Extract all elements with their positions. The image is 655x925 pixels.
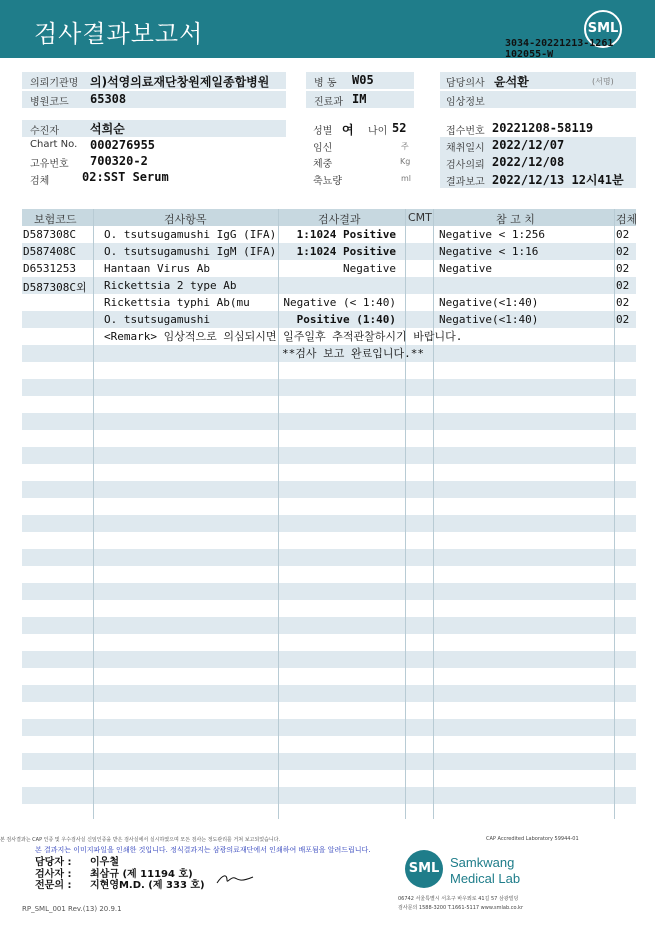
- ward-label: 병 동: [314, 78, 337, 89]
- th-insurance-code: 보험코드: [34, 213, 77, 226]
- sml-logo-icon: SML: [584, 10, 622, 48]
- company-contact: 검사문의 1588-3200 T.1661-5117 www.smlab.co.kr: [398, 905, 523, 911]
- print-notice: 본 결과지는 이미지파일을 인쇄한 것입니다. 정식결과지는 삼광의료재단에서 인쇄하여 배포됨을 알려드립니다.: [35, 846, 371, 854]
- pregnancy-label: 임신: [313, 143, 333, 154]
- dept-label: 진료과: [314, 97, 343, 108]
- report-value: 2022/12/13 12시41분: [492, 173, 624, 187]
- column-divider: [405, 209, 406, 819]
- in-charge-label: 담당자 :: [35, 857, 72, 868]
- table-cell-code: D587308C: [23, 228, 76, 241]
- table-cell-ref: Negative < 1:256: [439, 228, 545, 241]
- patient-value: 석희순: [90, 122, 125, 136]
- table-cell-result: Positive (1:40): [296, 313, 396, 326]
- table-cell-ref: Negative(<1:40): [439, 313, 539, 326]
- examiner-label: 검사자 :: [35, 869, 72, 880]
- column-divider: [278, 209, 279, 819]
- clinical-label: 임상정보: [446, 97, 485, 108]
- doctor-label: 담당의사: [446, 78, 485, 89]
- cap-accreditation: CAP Accredited Laboratory 59944-01: [486, 836, 579, 842]
- report-complete-text: **검사 보고 완료입니다.**: [282, 347, 424, 360]
- patient-label: 수진자: [30, 126, 59, 137]
- table-row-stripe: [22, 549, 636, 566]
- hospital-code-value: 65308: [90, 92, 127, 106]
- table-row-stripe: [22, 617, 636, 634]
- table-row-stripe: [22, 719, 636, 736]
- table-cell-code: D587308C외: [23, 281, 87, 294]
- th-reference: 참 고 치: [496, 213, 535, 226]
- collect-label: 채취일시: [446, 143, 485, 154]
- table-cell-item: Rickettsia 2 type Ab: [104, 279, 237, 292]
- specialist-value: 지현영M.D. (제 333 호): [90, 880, 205, 891]
- table-cell-item: Hantaan Virus Ab: [104, 262, 210, 275]
- urine-label: 축뇨량: [313, 176, 342, 187]
- urine-unit: ml: [401, 174, 412, 183]
- table-row-stripe: [22, 753, 636, 770]
- ward-value: W05: [352, 73, 374, 87]
- table-cell-item: O. tsutsugamushi: [104, 313, 210, 326]
- table-row-stripe: [22, 481, 636, 498]
- receipt-value: 20221208-58119: [492, 121, 594, 135]
- age-value: 52: [392, 121, 407, 135]
- unique-value: 700320-2: [90, 154, 148, 168]
- th-test-result: 검사결과: [318, 213, 361, 226]
- collect-value: 2022/12/07: [492, 138, 565, 152]
- table-cell-item: O. tsutsugamushi IgG (IFA): [104, 228, 277, 241]
- table-cell-code: D6531253: [23, 262, 76, 275]
- hospital-code-label: 병원코드: [30, 97, 69, 108]
- table-row-stripe: [22, 447, 636, 464]
- specialist-label: 전문의 :: [35, 880, 72, 891]
- table-cell-result: 1:1024 Positive: [296, 228, 396, 241]
- sex-value: 여: [342, 123, 354, 137]
- table-row-stripe: [22, 787, 636, 804]
- specimen-label: 검체: [30, 176, 50, 187]
- table-cell-spec: 02: [616, 279, 630, 292]
- patient-band: [22, 120, 286, 137]
- specimen-value: 02:SST Serum: [82, 170, 169, 184]
- table-row-stripe: [22, 515, 636, 532]
- column-divider: [614, 209, 615, 819]
- institution-label: 의뢰기관명: [30, 78, 79, 89]
- th-specimen: 검체: [616, 213, 638, 226]
- chart-label: Chart No.: [30, 139, 78, 150]
- doctor-sign: (서명): [592, 77, 614, 86]
- th-test-item: 검사항목: [164, 213, 207, 226]
- table-cell-code: D587408C: [23, 245, 76, 258]
- weight-unit: Kg: [400, 157, 411, 166]
- receipt-label: 접수번호: [446, 126, 485, 137]
- table-cell-result: Negative (< 1:40): [283, 296, 396, 309]
- table-cell-item: Rickettsia typhi Ab(mu: [104, 296, 250, 309]
- remark-text: <Remark> 임상적으로 의심되시면 일주일후 추적관찰하시기 바랍니다.: [104, 330, 463, 343]
- dept-value: IM: [352, 92, 367, 106]
- form-id: RP_SML_001 Rev.(13) 20.9.1: [22, 905, 122, 913]
- table-cell-result: 1:1024 Positive: [296, 245, 396, 258]
- th-cmt: CMT: [408, 211, 432, 224]
- chart-value: 000276955: [90, 138, 156, 152]
- table-row-stripe: [22, 583, 636, 600]
- company-name: Samkwang Medical Lab: [450, 855, 521, 886]
- sex-label: 성별: [313, 126, 333, 137]
- footer-fine-print: 본 검사결과는 CAP 인증 및 우수검사실 신임인증을 받은 검사실에서 실시하였으며 모든 검사는 정도관리를 거쳐 보고되었습니다.: [0, 837, 281, 843]
- table-cell-item: O. tsutsugamushi IgM (IFA): [104, 245, 277, 258]
- table-row-stripe: [22, 651, 636, 668]
- company-address: 06742 서울특별시 서초구 바우뫼로 41길 57 삼광빌딩: [398, 896, 519, 902]
- age-label: 나이: [368, 126, 388, 137]
- unique-label: 고유번호: [30, 159, 69, 170]
- table-row-stripe: [22, 379, 636, 396]
- table-cell-spec: 02: [616, 313, 630, 326]
- request-label: 검사의뢰: [446, 160, 485, 171]
- signature-icon: [215, 872, 255, 886]
- institution-value: 의)석영의료재단창원제일종합병원: [90, 75, 270, 89]
- table-cell-spec: 02: [616, 262, 630, 275]
- table-cell-spec: 02: [616, 228, 630, 241]
- column-divider: [433, 209, 434, 819]
- table-cell-ref: Negative < 1:16: [439, 245, 539, 258]
- report-title: 검사결과보고서: [34, 20, 204, 48]
- table-cell-result: Negative: [343, 262, 396, 275]
- table-cell-ref: Negative: [439, 262, 492, 275]
- request-value: 2022/12/08: [492, 155, 565, 169]
- table-cell-spec: 02: [616, 296, 630, 309]
- doctor-value: 윤석환: [494, 75, 529, 89]
- table-cell-ref: Negative(<1:40): [439, 296, 539, 309]
- weight-label: 체중: [313, 159, 333, 170]
- sml-footer-logo-icon: SML: [405, 850, 443, 888]
- examiner-value: 최삼규 (제 11194 호): [90, 869, 193, 880]
- table-row-stripe: [22, 685, 636, 702]
- in-charge-value: 이우철: [90, 857, 119, 868]
- document-id: 3034-20221213-1261 102055-W: [505, 38, 614, 60]
- report-label: 결과보고: [446, 177, 485, 188]
- table-cell-spec: 02: [616, 245, 630, 258]
- table-row-stripe: [22, 413, 636, 430]
- column-divider: [93, 209, 94, 819]
- pregnancy-unit: 주: [401, 142, 409, 151]
